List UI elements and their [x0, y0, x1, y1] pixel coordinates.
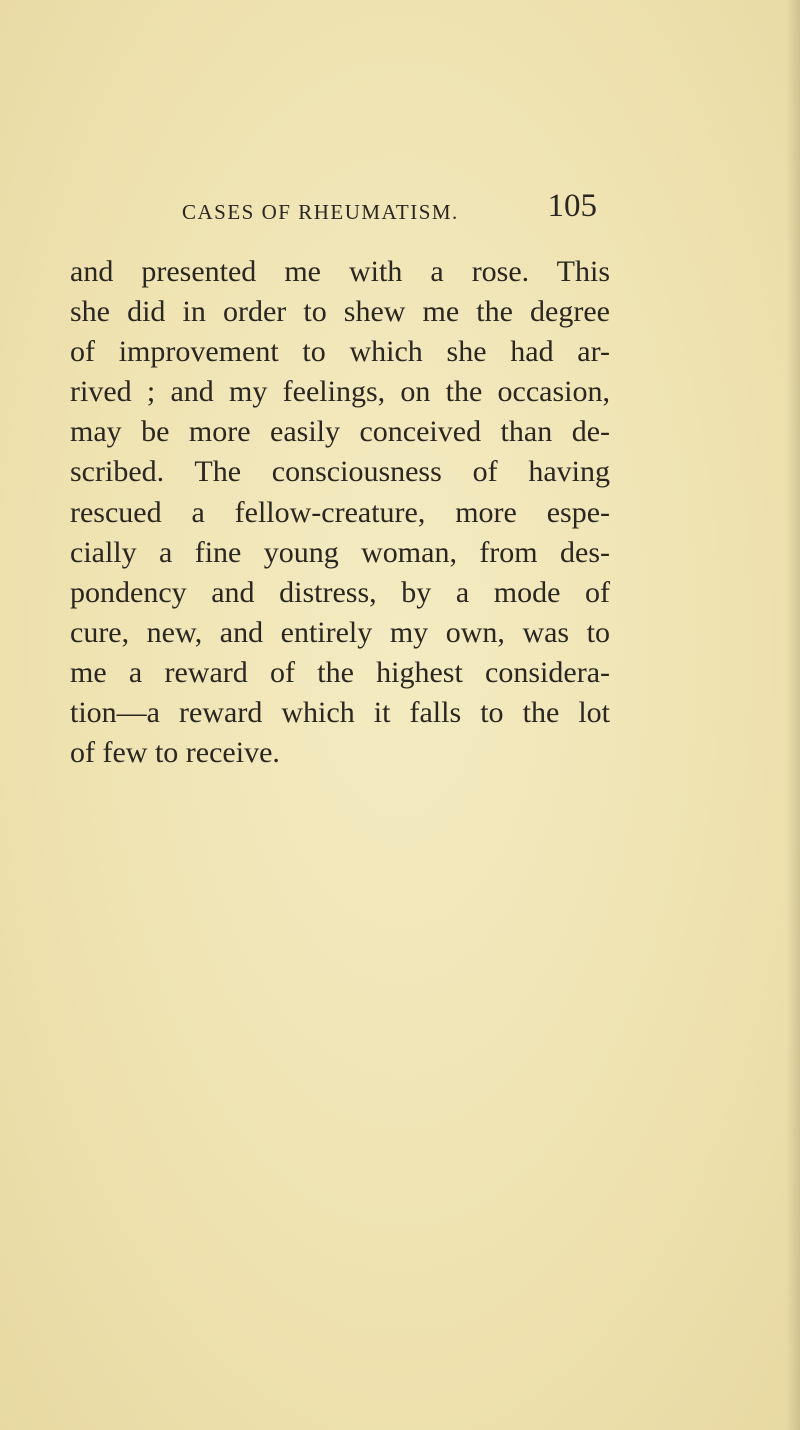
- page-number: 105: [547, 188, 597, 224]
- text-line: pondency and distress, by a mode of: [70, 575, 610, 609]
- running-title: CASES OF RHEUMATISM.: [182, 200, 459, 224]
- running-head: [182, 188, 597, 238]
- text-line: may be more easily conceived than de-: [70, 415, 610, 449]
- text-line: cure, new, and entirely my own, was to: [70, 615, 610, 649]
- text-line: cially a fine young woman, from des-: [70, 535, 610, 569]
- text-line: rescued a fellow-creature, more espe-: [70, 495, 610, 529]
- body-text: [70, 252, 610, 773]
- text-line: of few to receive.: [70, 736, 280, 770]
- text-line: of improvement to which she had ar-: [70, 335, 610, 369]
- text-line: tion—a reward which it falls to the lot: [70, 696, 610, 730]
- text-line: rived ; and my feelings, on the occasion,: [70, 375, 610, 409]
- page-edge-shadow: [786, 0, 800, 1430]
- text-line: me a reward of the highest considera-: [70, 655, 610, 689]
- text-line: scribed. The consciousness of having: [70, 455, 610, 489]
- text-line: she did in order to shew me the degree: [70, 295, 610, 329]
- text-line: and presented me with a rose. This: [70, 255, 610, 288]
